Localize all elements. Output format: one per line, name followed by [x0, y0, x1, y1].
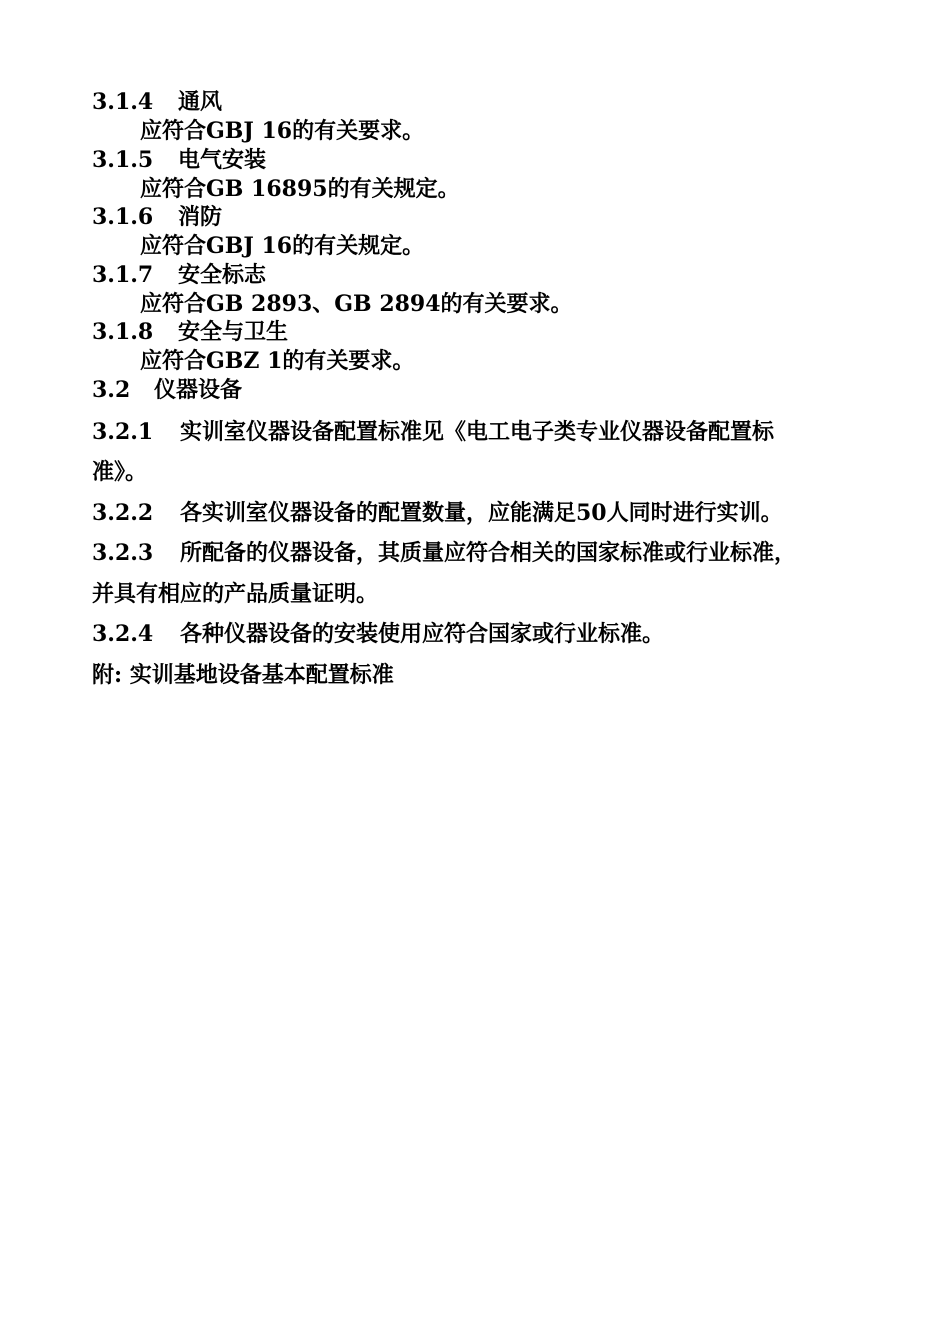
section-title: 消防 [178, 204, 223, 230]
section-number: 3.1.8 [92, 319, 154, 345]
section-title: 电气安装 [178, 147, 267, 173]
section-3-1-5-heading [92, 146, 266, 174]
paragraph-text: 各实训室仪器设备的配置数量，应能满足50人同时进行实训。 [180, 500, 783, 526]
section-3-1-7-heading [92, 261, 266, 289]
section-number: 3.2.4 [92, 621, 154, 647]
section-number: 3.2.2 [92, 500, 154, 526]
section-3-1-6-heading [92, 203, 222, 231]
section-3-2-4-paragraph [92, 620, 664, 648]
section-number: 3.2.3 [92, 540, 154, 566]
section-number: 3.1.4 [92, 89, 154, 115]
section-3-2-heading [92, 376, 242, 404]
section-number: 3.1.5 [92, 147, 154, 173]
paragraph-text: 所配备的仪器设备，其质量应符合相关的国家标准或行业标准， [180, 540, 797, 566]
section-3-1-6-body: 应符合GBJ 16的有关规定。 [140, 233, 425, 259]
section-title: 仪器设备 [154, 377, 243, 403]
section-title: 安全标志 [178, 262, 267, 288]
section-3-1-4-body: 应符合GBJ 16的有关要求。 [140, 118, 425, 144]
section-3-2-1-line-2: 准》。 [92, 459, 148, 485]
section-3-2-2-paragraph [92, 499, 783, 527]
section-3-1-4-heading [92, 88, 222, 116]
section-3-1-8-body: 应符合GBZ 1的有关要求。 [140, 348, 415, 374]
section-number: 3.2.1 [92, 419, 154, 445]
appendix-line: 附: 实训基地设备基本配置标准 [92, 662, 394, 688]
section-number: 3.1.6 [92, 204, 154, 230]
paragraph-text: 实训室仪器设备配置标准见《电工电子类专业仪器设备配置标 [180, 419, 775, 445]
section-3-1-7-body: 应符合GB 2893、GB 2894的有关要求。 [140, 291, 573, 317]
section-title: 安全与卫生 [178, 319, 289, 345]
section-title: 通风 [178, 89, 223, 115]
section-3-1-5-body: 应符合GB 16895的有关规定。 [140, 176, 460, 202]
section-3-1-8-heading [92, 318, 288, 346]
section-number: 3.1.7 [92, 262, 154, 288]
section-number: 3.2 [92, 377, 131, 403]
section-3-2-1-line-1 [92, 418, 774, 446]
section-3-2-3-line-2: 并具有相应的产品质量证明。 [92, 581, 379, 607]
section-3-2-3-line-1 [92, 539, 796, 567]
paragraph-text: 各种仪器设备的安装使用应符合国家或行业标准。 [180, 621, 665, 647]
